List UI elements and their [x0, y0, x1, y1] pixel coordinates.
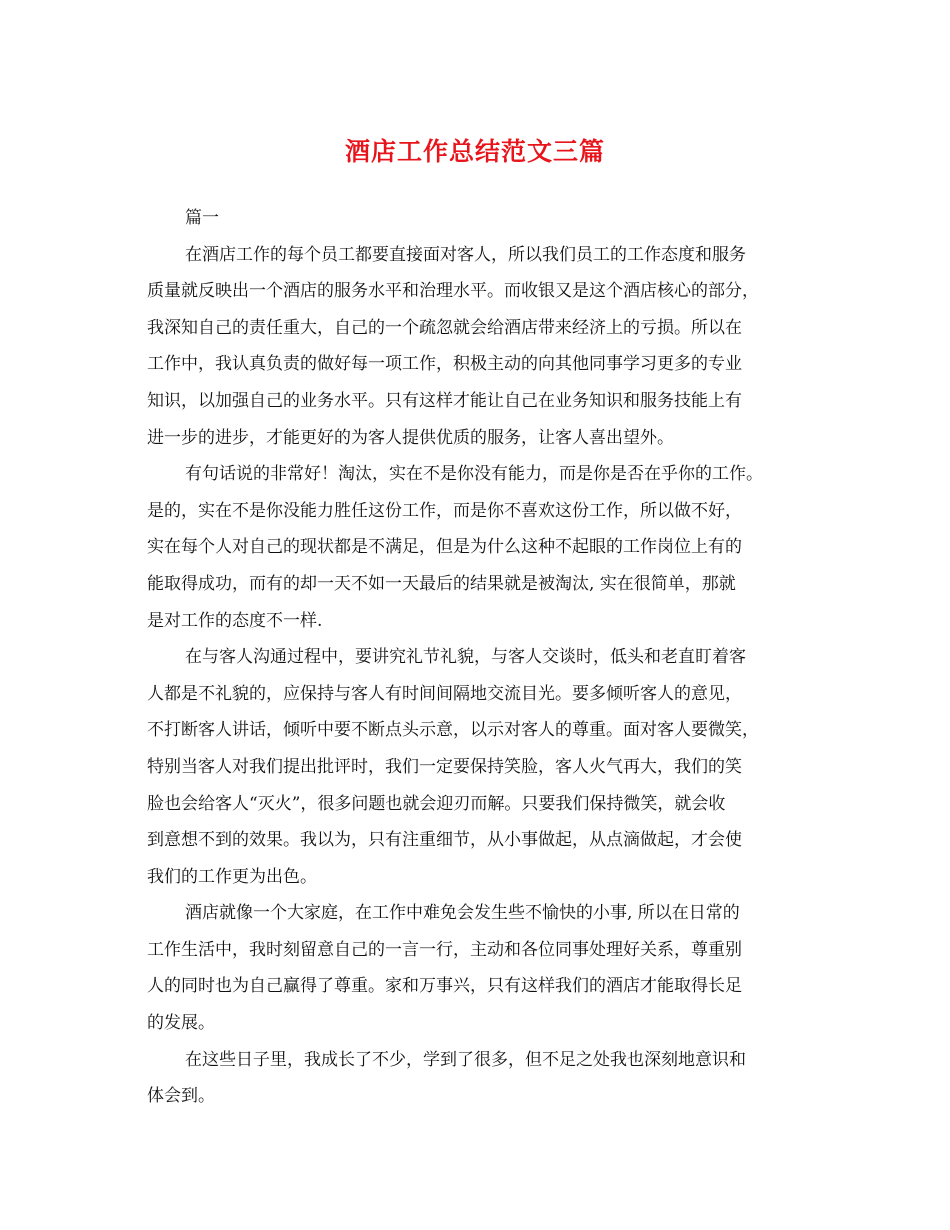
- paragraph-4: [147, 895, 807, 1041]
- paragraph-line: 脸也会给客人“灭火”，很多问题也就会迎刃而解。只要我们保持微笑，就会收: [147, 793, 726, 814]
- paragraph-line: 进一步的进步，才能更好的为客人提供优质的服务，让客人喜出望外。: [147, 427, 674, 448]
- paragraph-line: 质量就反映出一个酒店的服务水平和治理水平。而收银又是这个酒店核心的部分，: [147, 281, 759, 302]
- document-body: [147, 200, 807, 1115]
- paragraph-3: [147, 639, 807, 895]
- paragraph-1: [147, 237, 807, 457]
- paragraph-line: 不打断客人讲话，倾听中要不断点头示意，以示对客人的尊重。面对客人要微笑，: [147, 720, 759, 741]
- paragraph-line: 在酒店工作的每个员工都要直接面对客人，所以我们员工的工作态度和服务: [185, 244, 746, 265]
- paragraph-line: 到意想不到的效果。我以为，只有注重细节，从小事做起，从点滴做起，才会使: [147, 830, 742, 851]
- paragraph-line: 的发展。: [147, 1013, 215, 1034]
- paragraph-line: 有句话说的非常好！淘汰，实在不是你没有能力，而是你是否在乎你的工作。: [185, 464, 763, 485]
- paragraph-line: 知识，以加强自己的业务水平。只有这样才能让自己在业务知识和服务技能上有: [147, 390, 742, 411]
- paragraph-line: 体会到。: [147, 1086, 215, 1107]
- paragraph-line: 能取得成功，而有的却一天不如一天最后的结果就是被淘汰, 实在很简单，那就: [147, 573, 736, 594]
- paragraph-line: 特别当客人对我们提出批评时，我们一定要保持笑脸，客人火气再大，我们的笑: [147, 756, 742, 777]
- paragraph-line: 我们的工作更为出色。: [147, 866, 317, 887]
- paragraph-line: 酒店就像一个大家庭，在工作中难免会发生些不愉快的小事, 所以在日常的: [185, 903, 740, 924]
- paragraph-5: [147, 1042, 807, 1115]
- paragraph-line: 是对工作的态度不一样.: [147, 610, 323, 631]
- paragraph-line: 人都是不礼貌的，应保持与客人有时间间隔地交流目光。要多倾听客人的意见，: [147, 683, 742, 704]
- section-label: 篇一: [185, 208, 219, 228]
- paragraph-line: 我深知自己的责任重大，自己的一个疏忽就会给酒店带来经济上的亏损。所以在: [147, 317, 742, 338]
- paragraph-line: 工作中，我认真负责的做好每一项工作，积极主动的向其他同事学习更多的专业: [147, 354, 742, 375]
- paragraph-line: 工作生活中，我时刻留意自己的一言一行，主动和各位同事处理好关系，尊重别: [147, 939, 742, 960]
- document-title: 酒店工作总结范文三篇: [344, 137, 605, 166]
- paragraph-line: 人的同时也为自己赢得了尊重。家和万事兴，只有这样我们的酒店才能取得长足: [147, 976, 742, 997]
- paragraph-line: 实在每个人对自己的现状都是不满足，但是为什么这种不起眼的工作岗位上有的: [147, 537, 742, 558]
- paragraph-2: [147, 456, 807, 639]
- paragraph-line: 在与客人沟通过程中，要讲究礼节礼貌，与客人交谈时，低头和老直盯着客: [185, 647, 746, 668]
- paragraph-line: 是的，实在不是你没能力胜任这份工作，而是你不喜欢这份工作，所以做不好，: [147, 500, 742, 521]
- paragraph-line: 在这些日子里，我成长了不少，学到了很多，但不足之处我也深刻地意识和: [185, 1049, 746, 1070]
